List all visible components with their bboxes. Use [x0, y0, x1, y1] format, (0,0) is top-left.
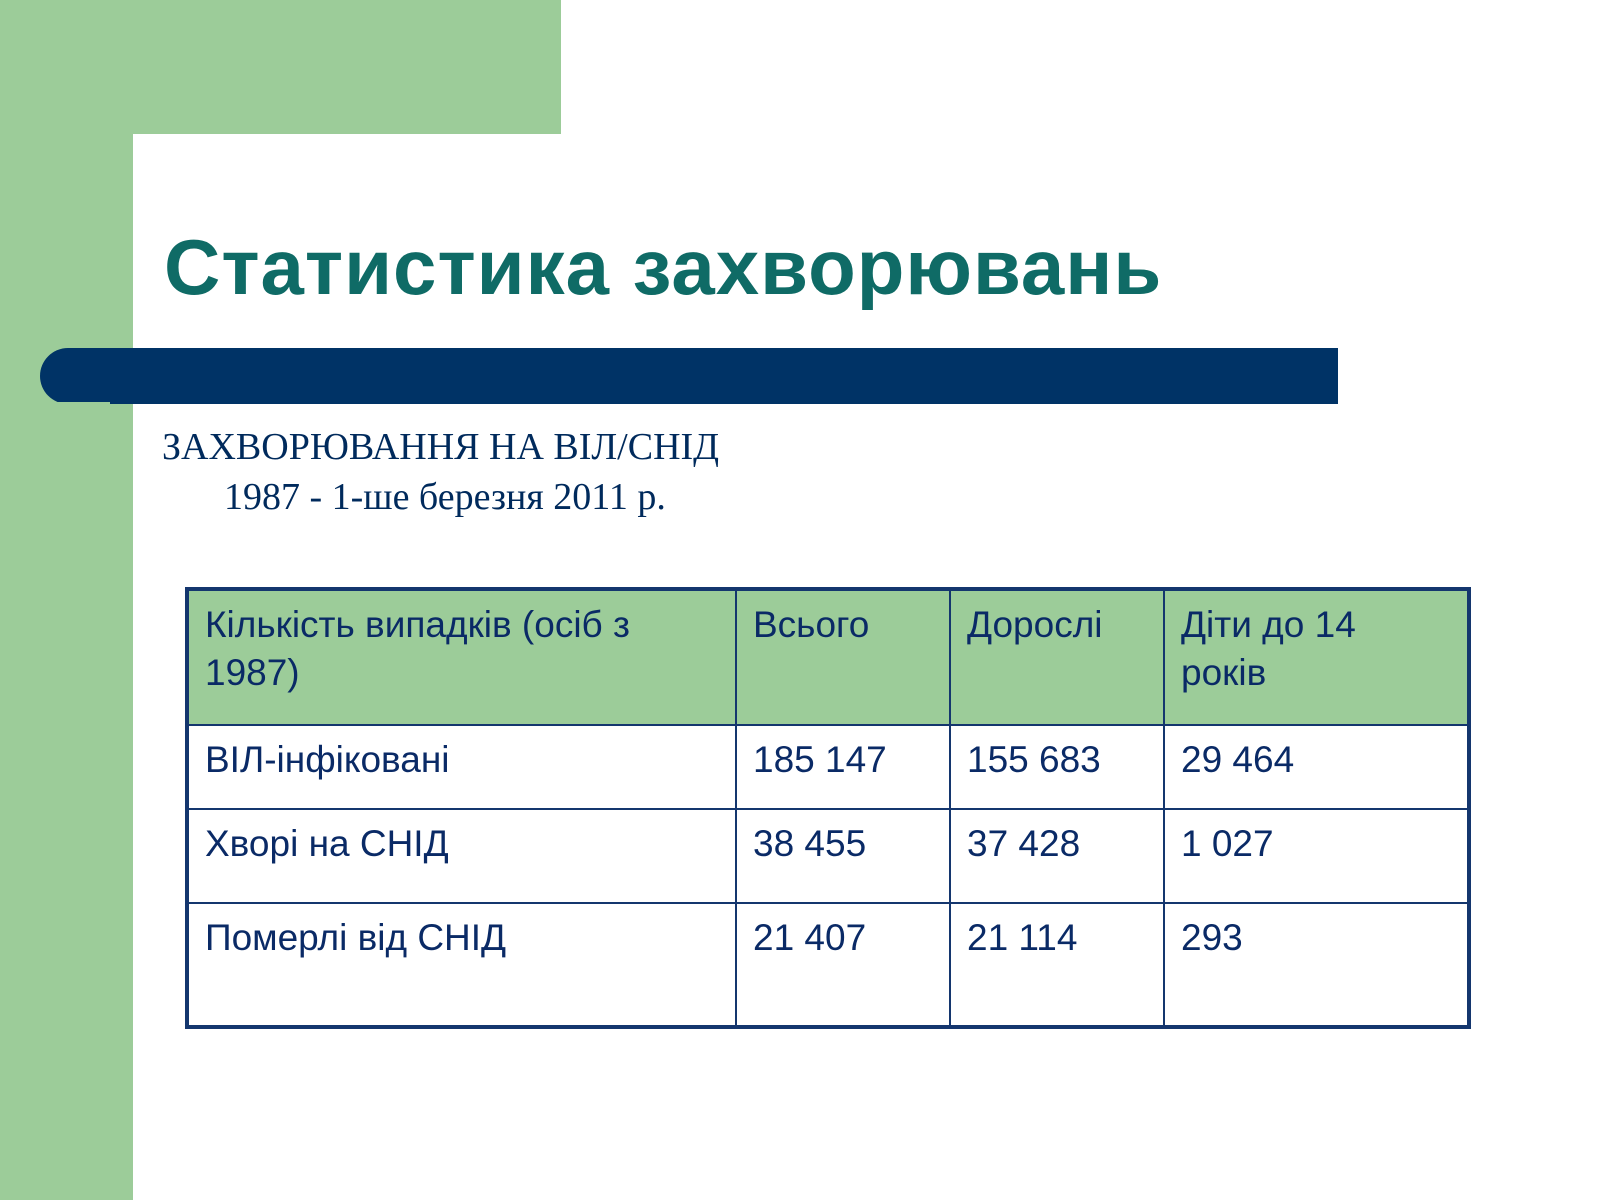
- row-label: Померлі від СНІД: [187, 903, 736, 1027]
- cell-adults: 21 114: [950, 903, 1164, 1027]
- cell-adults: 155 683: [950, 725, 1164, 809]
- table-row: [187, 903, 1469, 1027]
- header-children: Діти до 14 років: [1164, 589, 1469, 725]
- cell-total: 21 407: [736, 903, 950, 1027]
- table-row: [187, 809, 1469, 903]
- subtitle-period: 1987 - 1-ше березня 2011 р.: [224, 476, 666, 518]
- cell-children: 1 027: [1164, 809, 1469, 903]
- slide-title: Статистика захворювань: [164, 223, 1163, 311]
- title-bar-notch: [40, 402, 110, 405]
- header-adults: Дорослі: [950, 589, 1164, 725]
- cell-total: 38 455: [736, 809, 950, 903]
- statistics-table: [185, 587, 1471, 1029]
- cell-children: 29 464: [1164, 725, 1469, 809]
- title-underline-bar: [40, 348, 1338, 404]
- cell-total: 185 147: [736, 725, 950, 809]
- green-top-band: [0, 0, 561, 134]
- row-label: Хворі на СНІД: [187, 809, 736, 903]
- green-left-band: [0, 0, 133, 1200]
- table-row: [187, 725, 1469, 809]
- header-cases: Кількість випадків (осіб з 1987): [187, 589, 736, 725]
- header-total: Всього: [736, 589, 950, 725]
- cell-adults: 37 428: [950, 809, 1164, 903]
- cell-children: 293: [1164, 903, 1469, 1027]
- subtitle-heading: ЗАХВОРЮВАННЯ НА ВІЛ/СНІД: [162, 426, 720, 468]
- row-label: ВІЛ-інфіковані: [187, 725, 736, 809]
- table-header-row: [187, 589, 1469, 725]
